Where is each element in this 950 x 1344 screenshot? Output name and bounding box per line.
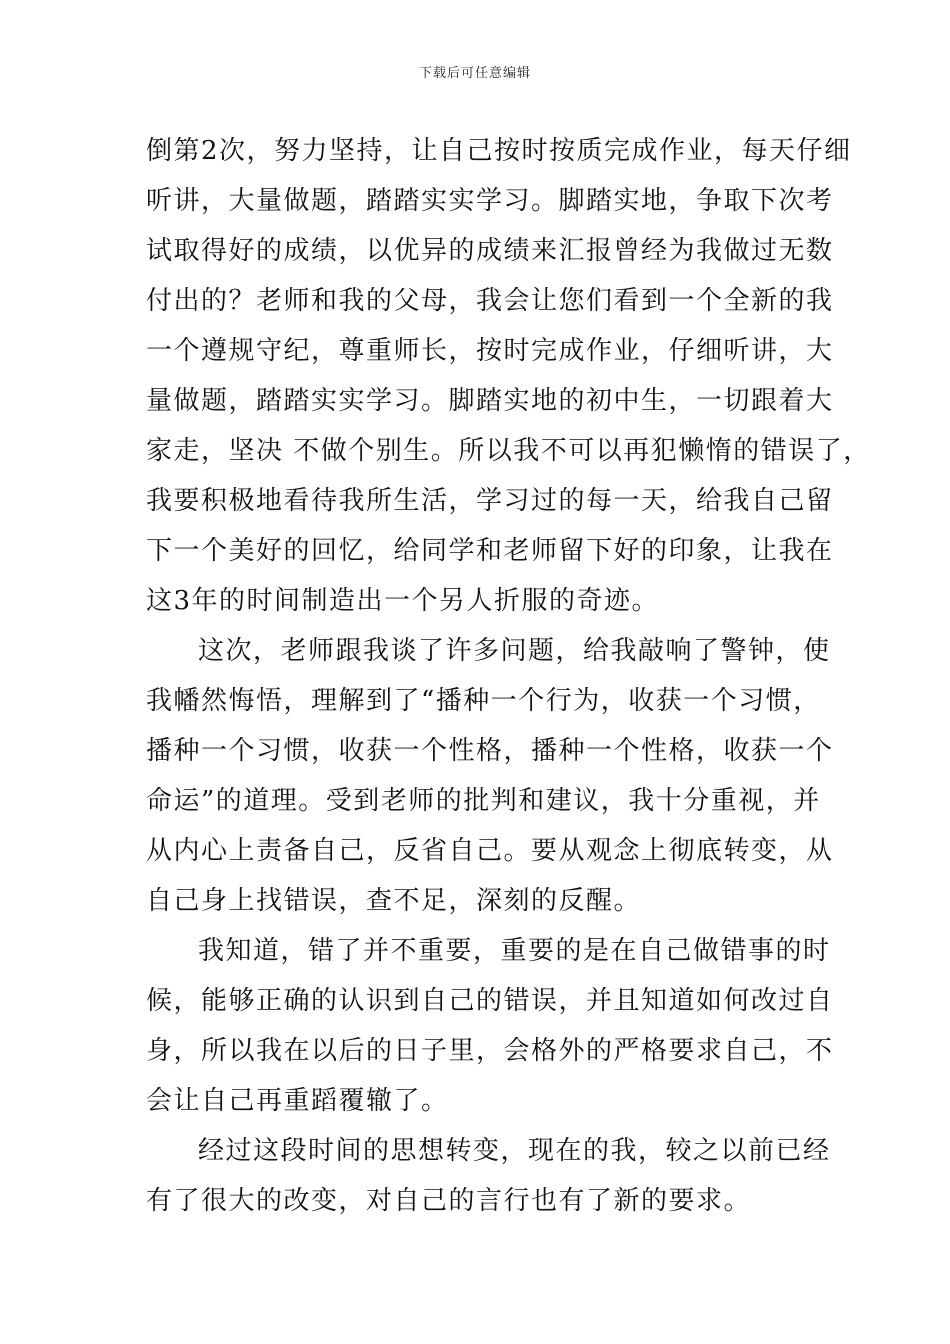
text-line: 家走，坚决 不做个别生。所以我不可以再犯懒惰的错误了， bbox=[146, 436, 871, 466]
text-line: 身，所以我在以后的日子里，会格外的严格要求自己，不 bbox=[146, 1036, 834, 1066]
text-line: 付出的？老师和我的父母，我会让您们看到一个全新的我 bbox=[146, 286, 834, 316]
page-header: 下载后可任意编辑 bbox=[418, 66, 531, 81]
paragraph-first-line: 经过这段时间的思想转变，现在的我，较之以前已经 bbox=[198, 1136, 831, 1166]
text-line: 自己身上找错误，查不足，深刻的反醒。 bbox=[146, 886, 642, 916]
text-line: 命运”的道理。受到老师的批判和建议，我十分重视，并 bbox=[146, 786, 821, 816]
text-line: 有了很大的改变，对自己的言行也有了新的要求。 bbox=[146, 1186, 752, 1216]
paragraph-first-line: 我知道，错了并不重要，重要的是在自己做错事的时 bbox=[198, 936, 831, 966]
text-line: 会让自己再重蹈覆辙了。 bbox=[146, 1086, 449, 1116]
text-line: 听讲，大量做题，踏踏实实学习。脚踏实地，争取下次考 bbox=[146, 186, 834, 216]
text-line: 播种一个习惯，收获一个性格，播种一个性格，收获一个 bbox=[146, 736, 834, 766]
text-line: 这3年的时间制造出一个另人折服的奇迹。 bbox=[146, 586, 660, 616]
text-line: 我幡然悔悟，理解到了“播种一个行为，收获一个习惯， bbox=[146, 686, 821, 716]
text-line: 从内心上责备自己，反省自己。要从观念上彻底转变，从 bbox=[146, 836, 834, 866]
document-body bbox=[146, 126, 871, 1226]
text-line: 试取得好的成绩，以优异的成绩来汇报曾经为我做过无数 bbox=[146, 236, 834, 266]
text-line: 倒第2次，努力坚持，让自己按时按质完成作业，每天仔细 bbox=[146, 136, 852, 166]
text-line: 我要积极地看待我所生活，学习过的每一天，给我自己留 bbox=[146, 486, 834, 516]
text-line: 下一个美好的回忆，给同学和老师留下好的印象，让我在 bbox=[146, 536, 834, 566]
paragraph-first-line: 这次，老师跟我谈了许多问题，给我敲响了警钟，使 bbox=[198, 636, 831, 666]
text-line: 量做题，踏踏实实学习。脚踏实地的初中生，一切跟着大 bbox=[146, 386, 834, 416]
text-line: 一个遵规守纪，尊重师长，按时完成作业，仔细听讲，大 bbox=[146, 336, 834, 366]
text-line: 候，能够正确的认识到自己的错误，并且知道如何改过自 bbox=[146, 986, 834, 1016]
